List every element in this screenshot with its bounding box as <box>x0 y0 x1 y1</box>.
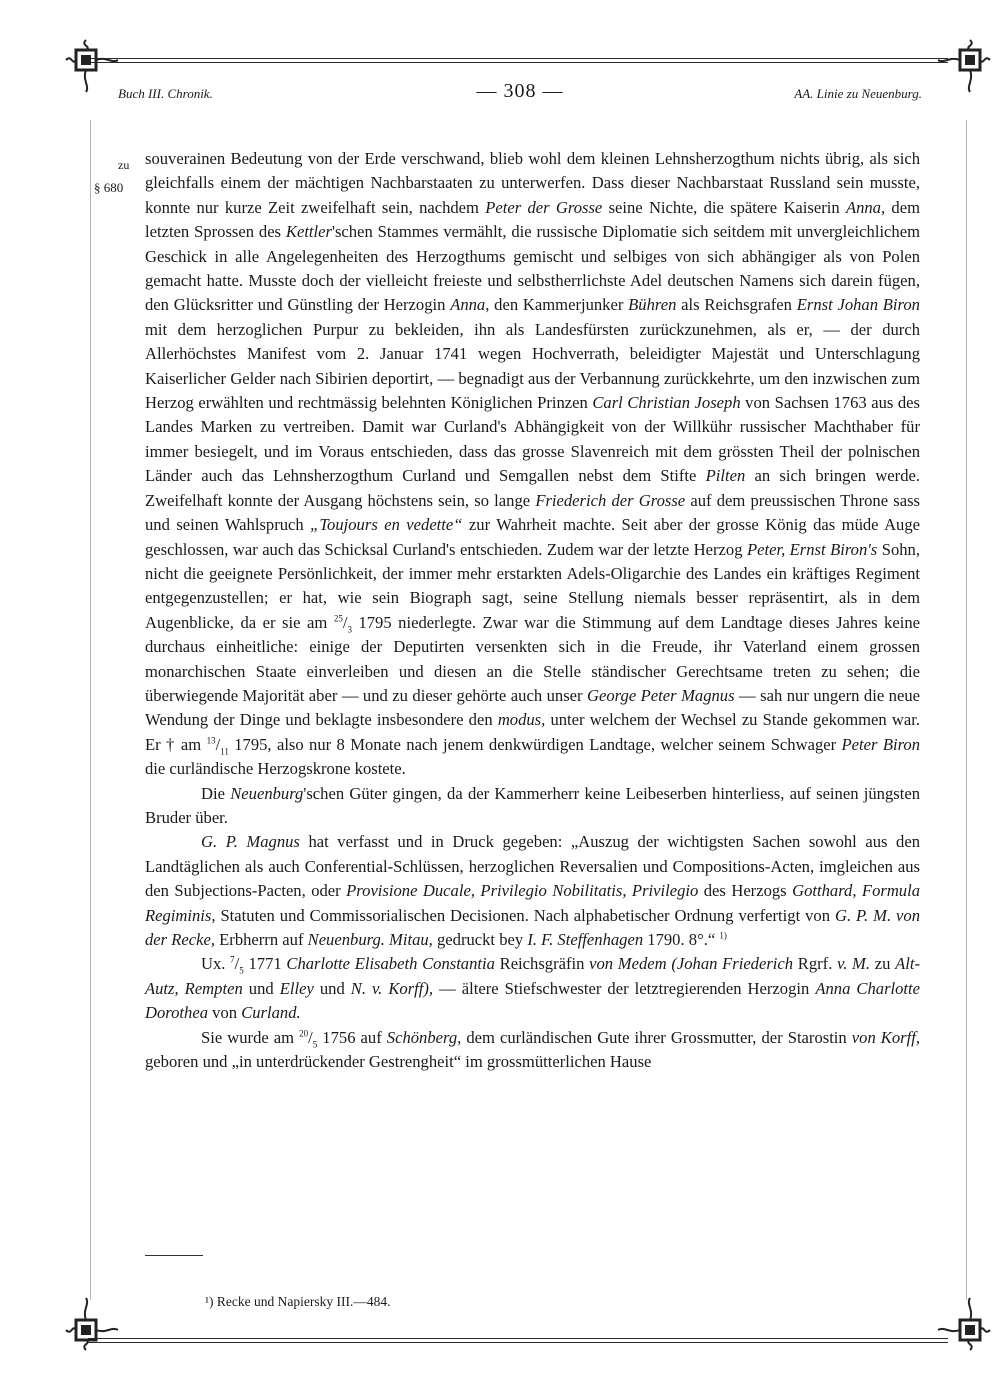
text-run: auf dem preussischen Throne sass und seinen Wahlspruch <box>145 490 920 535</box>
text-run: 'schen Stammes vermählt, die russische Diplomatie sich seitdem mit unvergleichlichem Geschick in alle Angelegenheiten des Herzogthums gemischt und selbiges von sich abhängiger als von Polen gemacht hatte. Musste doch der vielleicht freieste und selbstherrlichste Adel deutschen Namens sich darein fügen, den Glücksritter und Günstling der Herzogin <box>145 222 920 315</box>
text-run: — sah nur ungern die neue Wendung der Dinge und beklagte insbesondere den <box>145 685 920 730</box>
text-run: von <box>208 1003 242 1023</box>
subscript-run: 11 <box>220 746 229 757</box>
text-run: mit dem herzoglichen Purpur zu bekleiden, ihn als Landesfürsten zurückzunehmen, als er, — der durch Allerhöchstes Manifest vom 2. Januar 1741 wegen Hochverrath, beleidigter Majestät und Unterschlagung Kaiserlicher Gelder nach Sibirien deportirt, — begnadigt aus der Verbannung zurückkehrte, um den inzwischen zum Herzog erwählten und rechtmässig belehnten Königlichen Prinzen <box>145 319 920 413</box>
text-run: und <box>313 978 351 998</box>
corner-ornament-top-left-icon <box>62 36 120 94</box>
italic-run: George Peter Magnus <box>587 685 735 705</box>
italic-run: Curland. <box>241 1003 301 1023</box>
text-run: an sich bringen werde. Zweifelhaft konnte der Ausgang höchstens sein, so lange <box>145 466 921 510</box>
italic-run: Pilten <box>705 466 746 486</box>
text-run: unter welchem der Wechsel zu Stande gekommen war. Er † am <box>145 710 920 754</box>
paragraph <box>145 952 920 1025</box>
italic-run: Neuenburg <box>230 783 304 803</box>
text-run: geboren und „in unterdrückender Gestrengheit“ im grossmütterlichen Hause <box>145 1052 652 1072</box>
text-run: Die <box>201 783 231 803</box>
running-header <box>118 80 922 110</box>
italic-run: Anna Charlotte Dorothea <box>145 978 921 1023</box>
text-run: seine Nichte, die spätere Kaiserin <box>602 197 846 217</box>
frame-bottom-rule <box>88 1338 948 1339</box>
italic-run: Peter Biron <box>841 734 921 754</box>
italic-run: von Korff, <box>851 1027 920 1047</box>
italic-run: G. P. M. von der Recke, <box>145 905 921 949</box>
italic-run: I. F. Steffenhagen <box>527 930 644 949</box>
margin-note-section: § 680 <box>94 180 124 195</box>
text-run: / <box>215 734 221 754</box>
italic-run: Schönberg, <box>386 1027 462 1047</box>
text-run: zu <box>870 954 896 974</box>
subscript-run: 5 <box>312 1038 318 1049</box>
corner-ornament-bottom-left-icon <box>62 1296 120 1354</box>
corner-ornament-bottom-right-icon <box>936 1296 994 1354</box>
frame-top-rule-inner <box>88 62 948 63</box>
text-run: Statuten und Commissorialischen Decisionen. Nach alphabetischer Ordnung verfertigt von <box>215 905 835 925</box>
italic-run: von Medem (Johan Friederich <box>589 954 794 974</box>
superscript-run: 13 <box>206 735 216 746</box>
superscript-run: 25 <box>333 613 343 624</box>
subscript-run: 5 <box>239 965 244 976</box>
text-run: 'schen Güter gingen, da der Kammerherr keine Leibeserben hinterliess, auf seinen jüngsten Bruder über. <box>145 783 921 827</box>
text-run: 1790. 8°.“ <box>643 930 720 949</box>
italic-run: Anna, <box>450 295 490 315</box>
text-run: dem curländischen Gute ihrer Grossmutter, der Starostin <box>461 1027 852 1047</box>
paragraph <box>145 147 920 782</box>
margin-note-zu: zu <box>118 158 130 172</box>
text-run: Sohn, nicht die geeignete Persönlichkeit, der immer mehr erstarkten Adels-Oligarchie des Landes ein kräftiges Regiment entgegenzustellen; er hat, wie sein Biograph sagt, seine Stellung niemals besser repräsentirt, als in dem Augenblicke, da er sie am <box>145 539 920 632</box>
text-run: Rgrf. <box>793 954 838 974</box>
main-text <box>145 147 920 1074</box>
text-run: und <box>242 978 280 998</box>
text-run: / <box>308 1027 313 1047</box>
header-line-title: AA. Linie zu Neuenburg. <box>794 86 922 101</box>
text-run: gedruckt bey <box>432 930 528 949</box>
text-run: — ältere Stiefschwester der letztregierenden Herzogin <box>433 978 816 998</box>
italic-run: Carl Christian Joseph <box>592 393 741 413</box>
corner-ornament-top-right-icon <box>936 36 994 94</box>
text-run: hat verfasst und in Druck gegeben: „Auszug der wichtigsten Sachen sowohl aus den Landtäglichen als auch Conferential-Schlüssen, herzoglichen Reversalien und Compositions-Acten, imgleichen aus den Subjections-Pacten, oder <box>145 832 921 901</box>
footnote-rule <box>145 1255 203 1256</box>
paragraph <box>145 782 920 831</box>
header-book-chronicle: Buch III. Chronik. <box>118 86 213 101</box>
text-run: souverainen Bedeutung von der Erde verschwand, blieb wohl dem kleinen Lehnsherzogthum nichts übrig, als sich gleichfalls einem der mächtigen Nachbarstaaten zu unterwerfen. Dass dieser Nachbarstaat Russland sein musste, konnte nur kurze Zeit zweifelhaft sein, nachdem <box>145 149 920 217</box>
italic-run: Bühren <box>628 295 677 315</box>
text-run: 1795 niederlegte. Zwar war die Stimmung auf dem Landtage dieses Jahres keine durchaus einheitliche: einige der Deputirten versenkten sich in die Freude, ihr Vaterland einem grossen monarchischen Staate einverleiben und diesen an die Stelle ständischer Gerechtsame treten zu sehen; die überwiegende Majorität aber — und zu dieser gehörte auch unser <box>145 612 920 705</box>
text-run: / <box>342 612 348 632</box>
italic-run: „Toujours en vedette“ <box>310 515 463 535</box>
page-number: — 308 — <box>476 80 564 102</box>
paragraph <box>145 830 920 952</box>
text-run: zur Wahrheit machte. Seit aber der grosse König das müde Auge geschlossen, war auch das Schicksal Curland's entschieden. Zudem war der letzte Herzog <box>145 515 921 559</box>
italic-run: Peter, Ernst Biron's <box>746 539 878 559</box>
frame-right-rule <box>966 120 967 1300</box>
text-run: den Kammerjunker <box>489 295 629 315</box>
text-run: dem letzten Sprossen des <box>145 197 920 242</box>
italic-run: Alt-Autz, Rempten <box>145 954 920 998</box>
italic-run: Ernst Johan Biron <box>796 295 920 315</box>
text-run: die curländische Herzogskrone kostete. <box>145 759 406 779</box>
italic-run: Neuenburg. Mitau, <box>307 930 433 949</box>
frame-top-rule <box>88 58 948 59</box>
italic-run: modus, <box>497 710 546 730</box>
italic-run: Provisione Ducale, Privilegio Nobilitatis, Privilegio <box>346 881 699 901</box>
italic-run: Peter der Grosse <box>485 197 603 217</box>
subscript-run: 3 <box>347 624 352 635</box>
text-run: Ux. <box>201 954 231 974</box>
superscript-run: 7 <box>230 954 235 965</box>
italic-run: Anna, <box>845 197 886 217</box>
text-run: 1795, also nur 8 Monate nach jenem denkwürdigen Landtage, welcher seinem Schwager <box>228 734 842 754</box>
italic-run: v. M. <box>837 954 871 974</box>
italic-run: Gotthard, Formula Regiminis, <box>145 881 921 925</box>
text-run: Sie wurde am <box>201 1027 300 1047</box>
text-run: 1771 <box>243 954 287 974</box>
paragraph <box>145 1026 920 1075</box>
text-run: Erbherrn auf <box>215 930 308 949</box>
footnote: ¹) Recke und Napiersky III.—484. <box>205 1294 391 1309</box>
italic-run: N. v. Korff), <box>350 978 434 998</box>
text-run: von Sachsen 1763 aus des Landes Marken zu vertreiben. Damit war Curland's Abhängigkeit von der Willkühr russischer Machthaber für immer besiegelt, und im Voraus entschieden, dass das grosse Slavenreich mit dem grössten Theil der polnischen Länder auch das Lehnsherzogthum Curland und Semgallen nebst dem Stifte <box>145 393 920 486</box>
italic-run: Friederich der Grosse <box>535 490 686 510</box>
frame-bottom-rule-inner <box>88 1342 948 1343</box>
superscript-run: 1) <box>719 930 727 941</box>
text-run: Reichsgräfin <box>494 954 590 974</box>
italic-run: G. P. Magnus <box>201 832 300 852</box>
italic-run: Charlotte Elisabeth Constantia <box>286 954 495 974</box>
italic-run: Kettler <box>285 222 332 242</box>
superscript-run: 20 <box>299 1028 309 1039</box>
text-run: des Herzogs <box>698 881 793 901</box>
text-run: als Reichsgrafen <box>676 295 797 315</box>
italic-run: Elley <box>279 978 314 998</box>
text-run: 1756 auf <box>317 1027 387 1047</box>
text-run: / <box>234 954 240 974</box>
frame-left-rule <box>90 120 91 1300</box>
